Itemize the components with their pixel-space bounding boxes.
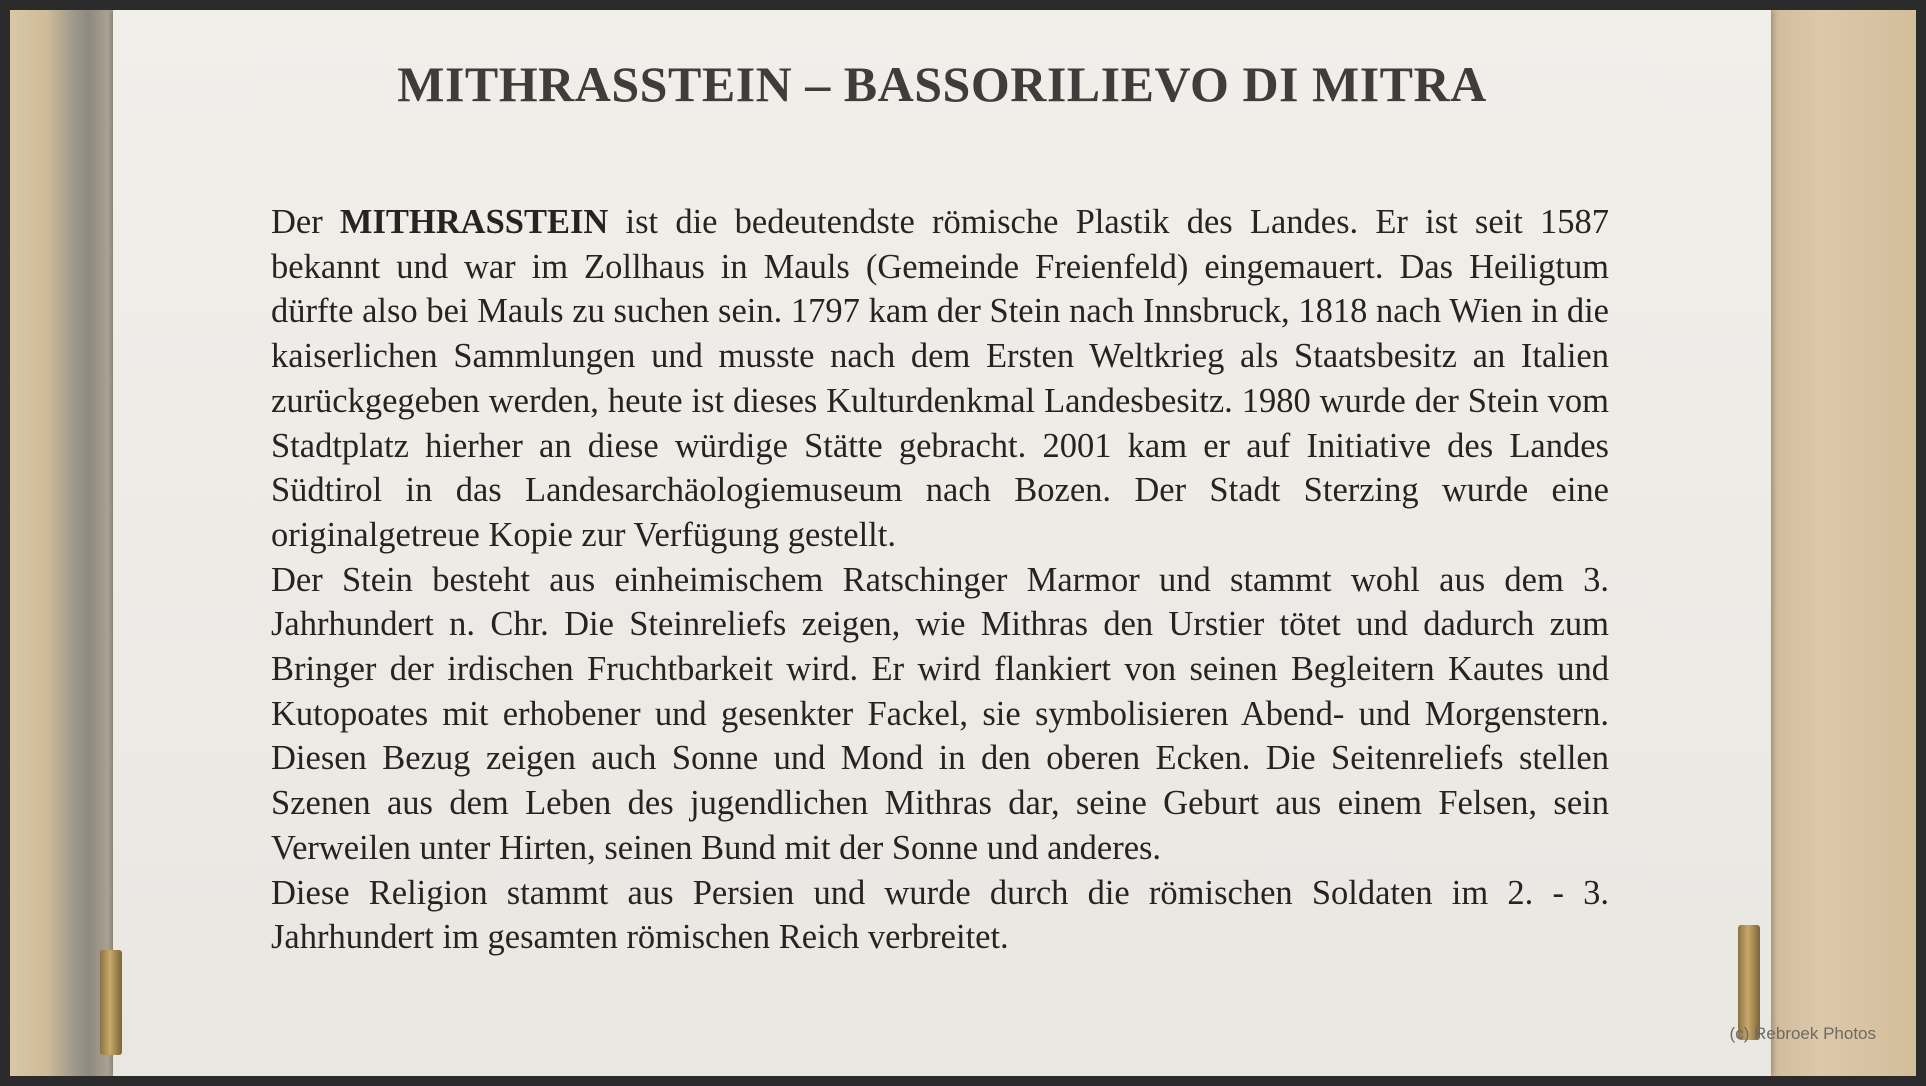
paragraph-1-prefix: Der <box>271 203 323 241</box>
paragraph-1-rest: ist die bedeutendste römische Plastik des Landes. Er ist seit 1587 bekannt und war im Zollhaus in Mauls (Gemeinde Freienfeld) eingemauert. Das Heiligtum dürfte also bei Mauls zu suchen sein. 1797 kam der Stein nach Innsbruck, 1818 nach Wien in die kaiserlichen Sammlungen und musste nach dem Ersten Weltkrieg als Staatsbesitz an Italien zurückgegeben werden, heute ist dieses Kulturdenkmal Landesbesitz. 1980 wurde der Stein vom Stadtplatz hierher an diese würdige Stätte gebracht. 2001 kam er auf Initiative des Landes Südtirol in das Landesarchäologiemuseum nach Bozen. Der Stadt Sterzing wurde eine originalgetreue Kopie zur Verfügung gestellt. <box>271 203 1610 554</box>
photo-frame <box>10 10 1916 1076</box>
paragraph-1 <box>271 200 1609 558</box>
wall-right <box>1756 10 1916 1076</box>
paragraph-3: Diese Religion stammt aus Persien und wurde durch die römischen Soldaten im 2. - 3. Jahrhundert im gesamten römischen Reich verbreitet. <box>271 873 1609 957</box>
paragraph-2: Der Stein besteht aus einheimischem Ratschinger Marmor und stammt wohl aus dem 3. Jahrhundert n. Chr. Die Steinreliefs zeigen, wie Mithras den Urstier tötet und dadurch zum Bringer der irdischen Fruchtbarkeit wird. Er wird flankiert von seinen Begleitern Kautes und Kutopoates mit erhobener und gesenkter Fackel, sie symbolisieren Abend- und Morgenstern. Diesen Bezug zeigen auch Sonne und Mond in den oberen Ecken. Die Seitenreliefs stellen Szenen aus dem Leben des jugendlichen Mithras dar, seine Geburt aus einem Felsen, sein Verweilen unter Hirten, seinen Bund mit der Sonne und anderes. <box>271 560 1609 867</box>
left-hinge <box>100 950 122 1055</box>
right-hinge <box>1738 925 1760 1040</box>
wall-left <box>10 10 115 1076</box>
photo-watermark: (c) Rebroek Photos <box>1729 1024 1876 1043</box>
paragraph-1-bold: MITHRASSTEIN <box>339 203 609 241</box>
sign-title: MITHRASSTEIN – BASSORILIEVO DI MITRA <box>397 56 1487 112</box>
info-sign <box>113 10 1771 1076</box>
sign-body <box>271 200 1609 960</box>
